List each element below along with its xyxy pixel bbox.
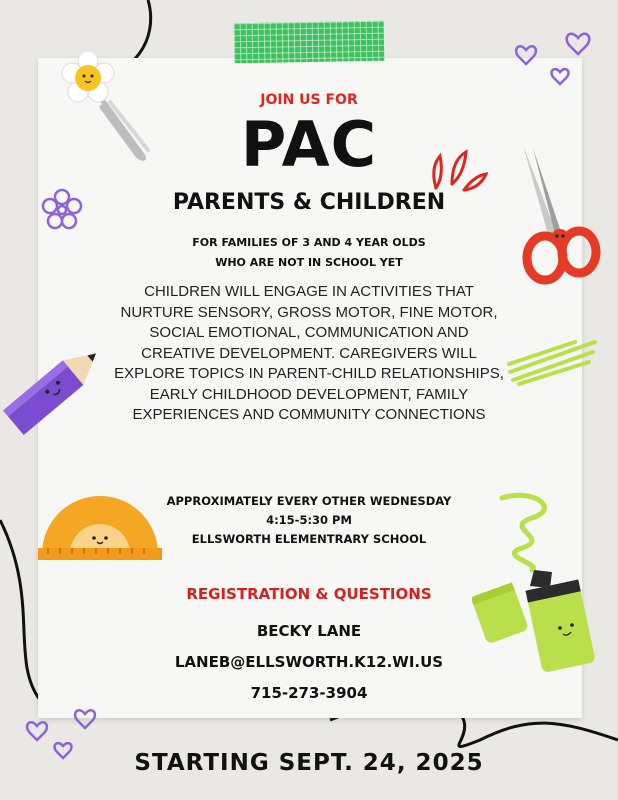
- contact-phone[interactable]: 715-273-3904: [250, 684, 368, 702]
- start-date: STARTING SEPT. 24, 2025: [134, 750, 484, 776]
- join-us-label: JOIN US FOR: [260, 92, 358, 108]
- audience-text: [0, 233, 618, 273]
- schedule-block: [0, 492, 618, 549]
- contact-name: BECKY LANE: [256, 622, 362, 640]
- contact-email[interactable]: LANEB@ELLSWORTH.K12.WI.US: [174, 653, 444, 671]
- page-subtitle: PARENTS & CHILDREN: [172, 190, 446, 215]
- audience-line-1: FOR FAMILIES OF 3 AND 4 YEAR OLDS: [192, 236, 426, 249]
- schedule-frequency: APPROXIMATELY EVERY OTHER WEDNESDAY: [166, 494, 452, 508]
- schedule-location: ELLSWORTH ELEMENTRARY SCHOOL: [191, 532, 427, 546]
- schedule-time: 4:15-5:30 PM: [266, 513, 352, 527]
- program-description: CHILDREN WILL ENGAGE IN ACTIVITIES THAT NURTURE SENSORY, GROSS MOTOR, FINE MOTOR, SOCIAL EMOTIONAL, COMMUNICATION AND CREATIVE DEVELOPMENT. CAREGIVERS WILL EXPLORE TOPICS IN PARENT-CHILD RELATIONSHIPS, EARLY CHILDHOOD DEVELOPMENT, FAMILY EXPERIENCES AND COMMUNITY CONNECTIONS: [114, 283, 504, 423]
- heart-icon: [510, 10, 610, 90]
- registration-heading: REGISTRATION & QUESTIONS: [186, 585, 432, 603]
- green-tape: [234, 21, 385, 64]
- scribble-icon: [505, 332, 600, 387]
- page-title: PAC: [240, 108, 378, 181]
- audience-line-2: WHO ARE NOT IN SCHOOL YET: [215, 256, 403, 269]
- contact-block: [0, 616, 618, 709]
- pencil-icon: [0, 330, 120, 440]
